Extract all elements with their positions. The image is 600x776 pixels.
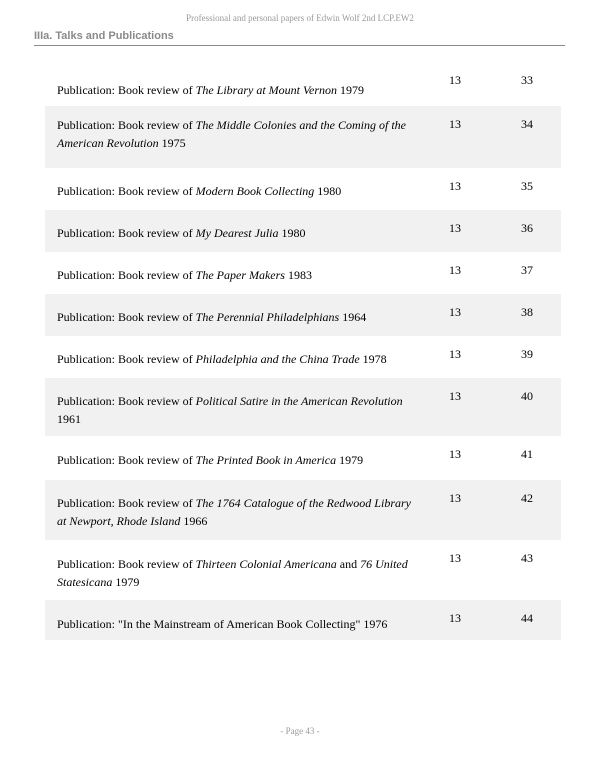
item-text: Publication: Book review of <box>57 453 196 467</box>
folder-number: 37 <box>521 263 533 277</box>
folder-number: 36 <box>521 221 533 235</box>
table-row <box>45 336 561 378</box>
item-text: Publication: Book review of <box>57 496 196 510</box>
item-text: 1961 <box>57 412 81 426</box>
folder-number: 33 <box>521 73 533 87</box>
item-description <box>57 224 417 242</box>
item-text: Publication: Book review of <box>57 557 196 571</box>
table-row <box>45 168 561 210</box>
item-description <box>57 116 417 152</box>
item-text: Publication: Book review of <box>57 118 196 132</box>
table-row <box>45 600 561 640</box>
box-number: 13 <box>449 389 461 403</box>
item-text: 1975 <box>158 136 186 150</box>
item-list <box>45 62 561 640</box>
item-text: 1979 <box>337 83 364 97</box>
item-description <box>57 350 417 368</box>
running-head: Professional and personal papers of Edwin Wolf 2nd LCP.EW2 <box>186 13 414 23</box>
item-title: The Perennial Philadelphians <box>195 310 340 324</box>
item-title: The Library at Mount Vernon <box>195 83 337 97</box>
folder-number: 41 <box>521 447 533 461</box>
item-title: Modern Book Collecting <box>195 184 315 198</box>
box-number: 13 <box>449 447 461 461</box>
item-description <box>57 615 417 633</box>
table-row <box>45 294 561 336</box>
folder-number: 40 <box>521 389 533 403</box>
item-text: Publication: Book review of <box>57 83 196 97</box>
item-description <box>57 266 417 284</box>
box-number: 13 <box>449 263 461 277</box>
item-title: My Dearest Julia <box>195 226 279 240</box>
item-text: and <box>336 557 361 571</box>
item-title: The Printed Book in America <box>195 453 337 467</box>
table-row <box>45 480 561 540</box>
table-row <box>45 436 561 480</box>
table-row <box>45 540 561 600</box>
table-row <box>45 62 561 106</box>
item-text: 1983 <box>284 268 312 282</box>
box-number: 13 <box>449 305 461 319</box>
item-description <box>57 451 417 469</box>
section-title: IIIa. Talks and Publications <box>34 30 174 42</box>
item-text: Publication: Book review of <box>57 184 196 198</box>
folder-number: 38 <box>521 305 533 319</box>
item-text: 1964 <box>339 310 367 324</box>
item-text: Publication: Book review of <box>57 226 196 240</box>
box-number: 13 <box>449 179 461 193</box>
item-description <box>57 308 417 326</box>
page-number: - Page 43 - <box>280 726 320 736</box>
box-number: 13 <box>449 221 461 235</box>
item-title: Thirteen Colonial Americana <box>195 557 337 571</box>
item-description <box>57 182 417 200</box>
table-row <box>45 106 561 168</box>
item-text: 1980 <box>278 226 306 240</box>
box-number: 13 <box>449 73 461 87</box>
item-title: 76 United Statesicana <box>57 557 408 589</box>
item-text: 1979 <box>336 453 364 467</box>
item-text: 1966 <box>180 514 208 528</box>
table-row <box>45 378 561 436</box>
folder-number: 42 <box>521 491 533 505</box>
item-text: Publication: Book review of <box>57 394 196 408</box>
item-title: Political Satire in the American Revolution <box>195 394 403 408</box>
item-text: Publication: Book review of <box>57 268 196 282</box>
box-number: 13 <box>449 347 461 361</box>
item-text: 1979 <box>112 575 140 589</box>
item-text: Publication: "In the Mainstream of American Book Collecting" 1976 <box>57 617 388 631</box>
box-number: 13 <box>449 491 461 505</box>
table-row <box>45 252 561 294</box>
folder-number: 43 <box>521 551 533 565</box>
folder-number: 35 <box>521 179 533 193</box>
item-text: 1980 <box>314 184 342 198</box>
box-number: 13 <box>449 551 461 565</box>
item-title: The 1764 Catalogue of the Redwood Library at Newport, Rhode Island <box>57 496 411 528</box>
item-text: Publication: Book review of <box>57 310 196 324</box>
item-title: Philadelphia and the China Trade <box>195 352 360 366</box>
item-text: Publication: Book review of <box>57 352 196 366</box>
item-title: The Middle Colonies and the Coming of the American Revolution <box>57 118 406 150</box>
item-description <box>57 494 417 530</box>
table-row <box>45 210 561 252</box>
item-title: The Paper Makers <box>195 268 285 282</box>
item-description <box>57 392 417 428</box>
folder-number: 44 <box>521 611 533 625</box>
item-description <box>57 81 417 99</box>
folder-number: 39 <box>521 347 533 361</box>
item-description <box>57 555 417 591</box>
item-text: 1978 <box>359 352 387 366</box>
box-number: 13 <box>449 611 461 625</box>
box-number: 13 <box>449 117 461 131</box>
header-rule <box>34 45 565 46</box>
folder-number: 34 <box>521 117 533 131</box>
